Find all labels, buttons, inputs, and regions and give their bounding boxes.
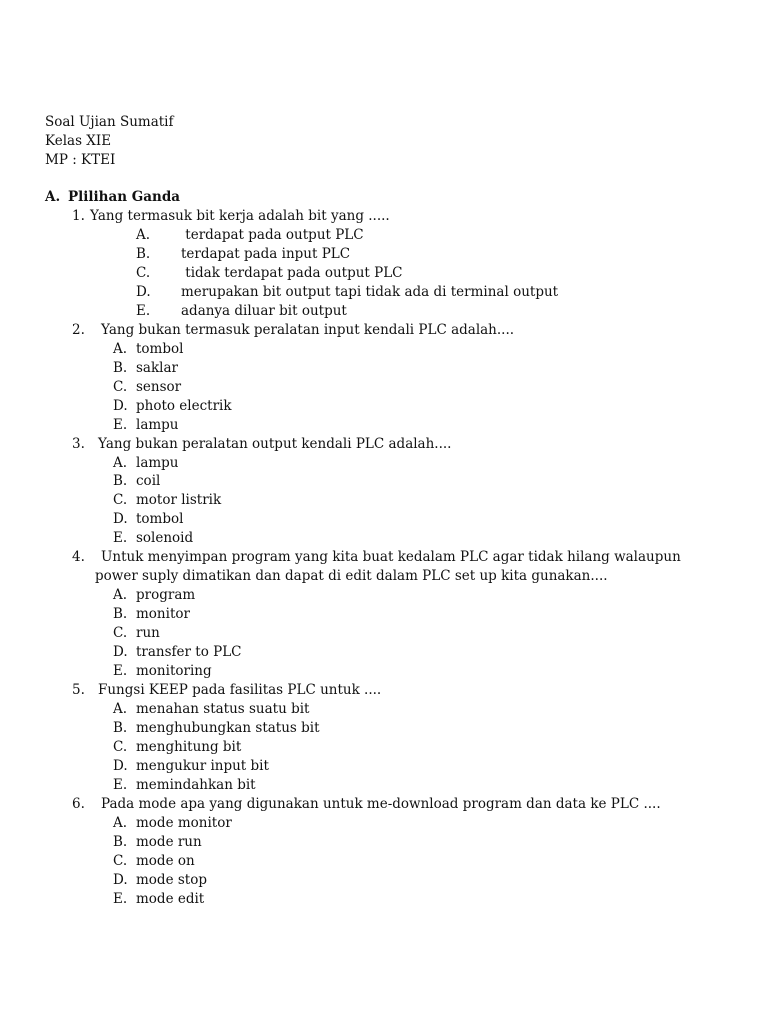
- option-text: run: [136, 625, 160, 641]
- option-text: tombol: [136, 511, 184, 527]
- header-title: Soal Ujian Sumatif: [45, 114, 174, 130]
- option-letter: E.: [113, 530, 128, 546]
- option-text: coil: [136, 473, 161, 489]
- option-1d: [136, 283, 558, 302]
- option-2c: [113, 378, 181, 397]
- option-text: memindahkan bit: [136, 777, 256, 793]
- option-letter: A.: [136, 227, 151, 243]
- option-text: motor listrik: [136, 492, 222, 508]
- option-text: monitor: [136, 606, 190, 622]
- option-letter: C.: [136, 265, 151, 281]
- question-number: 2.: [72, 322, 85, 338]
- question-number: 4.: [72, 549, 85, 565]
- option-letter: D.: [136, 284, 151, 300]
- option-letter: B.: [113, 720, 128, 736]
- option-6c: [113, 852, 195, 871]
- option-text: mode run: [136, 834, 202, 850]
- option-letter: C.: [113, 853, 128, 869]
- header-class: Kelas XIE: [45, 133, 112, 149]
- option-text: lampu: [136, 417, 179, 433]
- option-text: terdapat pada input PLC: [181, 246, 351, 262]
- option-letter: A.: [113, 587, 128, 603]
- option-text: saklar: [136, 360, 178, 376]
- option-letter: E.: [113, 663, 128, 679]
- option-text: merupakan bit output tapi tidak ada di terminal output: [181, 284, 559, 300]
- option-letter: D.: [113, 758, 128, 774]
- option-5d: [113, 757, 269, 776]
- option-letter: E.: [136, 303, 151, 319]
- option-text: adanya diluar bit output: [181, 303, 347, 319]
- question-text: Fungsi KEEP pada fasilitas PLC untuk ....: [98, 682, 382, 698]
- question-number: 3.: [72, 436, 85, 452]
- option-text: program: [136, 587, 196, 603]
- option-4b: [113, 605, 190, 624]
- question-text: Yang termasuk bit kerja adalah bit yang .....: [90, 208, 390, 224]
- option-1b: [136, 245, 350, 264]
- option-text: menghitung bit: [136, 739, 242, 755]
- option-text: monitoring: [136, 663, 212, 679]
- option-letter: C.: [113, 739, 128, 755]
- question-2: [72, 321, 514, 340]
- option-text: mengukur input bit: [136, 758, 269, 774]
- option-text: solenoid: [136, 530, 194, 546]
- option-6a: [113, 814, 232, 833]
- option-text: mode monitor: [136, 815, 232, 831]
- option-letter: B.: [113, 473, 128, 489]
- option-letter: C.: [113, 492, 128, 508]
- option-letter: B.: [113, 606, 128, 622]
- option-5a: [113, 700, 309, 719]
- option-text: tombol: [136, 341, 184, 357]
- option-1e: [136, 302, 347, 321]
- option-6e: [113, 890, 204, 909]
- option-4e: [113, 662, 212, 681]
- question-text: Untuk menyimpan program yang kita buat kedalam PLC agar tidak hilang walaupun: [101, 549, 681, 565]
- option-3b: [113, 472, 160, 491]
- option-letter: A.: [113, 815, 128, 831]
- option-4c: [113, 624, 160, 643]
- question-text: Pada mode apa yang digunakan untuk me-download program dan data ke PLC ....: [101, 796, 661, 812]
- option-2a: [113, 340, 183, 359]
- question-number: 6.: [72, 796, 85, 812]
- option-6b: [113, 833, 202, 852]
- option-5b: [113, 719, 320, 738]
- option-text: transfer to PLC: [136, 644, 242, 660]
- option-text: mode edit: [136, 891, 205, 907]
- option-letter: E.: [113, 417, 128, 433]
- option-2b: [113, 359, 178, 378]
- option-text: photo electrik: [136, 398, 232, 414]
- option-5c: [113, 738, 241, 757]
- option-3c: [113, 491, 221, 510]
- option-letter: A.: [113, 701, 128, 717]
- option-3e: [113, 529, 193, 548]
- option-text: mode on: [136, 853, 195, 869]
- option-3a: [113, 454, 179, 473]
- question-4-continuation: power suply dimatikan dan dapat di edit dalam PLC set up kita gunakan....: [95, 568, 608, 584]
- option-5e: [113, 776, 256, 795]
- option-1c: [136, 264, 403, 283]
- option-letter: C.: [113, 379, 128, 395]
- option-4d: [113, 643, 242, 662]
- option-text: sensor: [136, 379, 182, 395]
- option-letter: D.: [113, 872, 128, 888]
- question-number: 5.: [72, 682, 85, 698]
- question-6: [72, 795, 661, 814]
- section-marker: A.: [45, 189, 61, 205]
- question-3: [72, 435, 451, 454]
- option-letter: B.: [136, 246, 151, 262]
- option-text: terdapat pada output PLC: [181, 227, 364, 243]
- option-text: menahan status suatu bit: [136, 701, 310, 717]
- option-2d: [113, 397, 232, 416]
- option-3d: [113, 510, 183, 529]
- option-letter: A.: [113, 455, 128, 471]
- option-letter: B.: [113, 360, 128, 376]
- section-title: Plilihan Ganda: [68, 189, 181, 205]
- option-letter: D.: [113, 398, 128, 414]
- option-letter: B.: [113, 834, 128, 850]
- question-text: Yang bukan termasuk peralatan input kendali PLC adalah....: [101, 322, 515, 338]
- question-5: [72, 681, 381, 700]
- option-text: lampu: [136, 455, 179, 471]
- option-letter: D.: [113, 511, 128, 527]
- header-subject: MP : KTEI: [45, 152, 116, 168]
- option-text: mode stop: [136, 872, 207, 888]
- question-4: [72, 548, 681, 567]
- option-letter: E.: [113, 891, 128, 907]
- option-6d: [113, 871, 207, 890]
- section-heading: [45, 188, 180, 207]
- option-text: menghubungkan status bit: [136, 720, 320, 736]
- option-text: tidak terdapat pada output PLC: [181, 265, 403, 281]
- option-1a: [136, 226, 364, 245]
- option-2e: [113, 416, 179, 435]
- question-text: Yang bukan peralatan output kendali PLC adalah....: [98, 436, 452, 452]
- question-number: 1.: [72, 208, 85, 224]
- option-letter: A.: [113, 341, 128, 357]
- option-letter: E.: [113, 777, 128, 793]
- option-letter: C.: [113, 625, 128, 641]
- option-letter: D.: [113, 644, 128, 660]
- question-1: [72, 207, 390, 226]
- option-4a: [113, 586, 195, 605]
